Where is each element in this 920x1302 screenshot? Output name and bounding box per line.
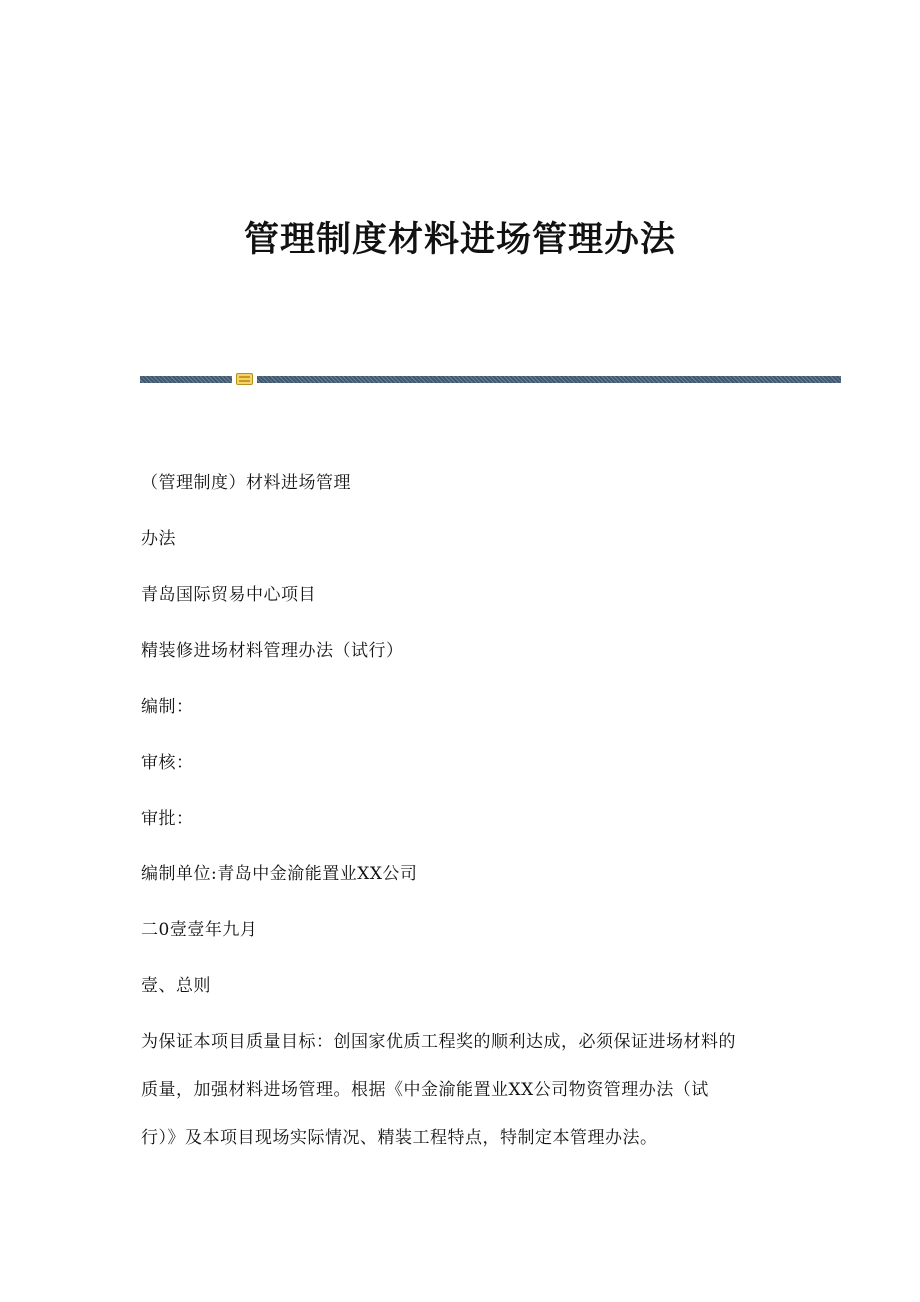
document-title: 管理制度材料进场管理办法: [243, 219, 676, 260]
body-paragraph: 编制单位:青岛中金渝能置业XX公司: [141, 864, 418, 884]
body-paragraph: 办法: [141, 529, 176, 549]
body-paragraph: 行）》及本项目现场实际情况、精装工程特点，特制定本管理办法。: [141, 1128, 658, 1148]
body-paragraph: 审核：: [141, 753, 194, 773]
body-paragraph: 为保证本项目质量目标：创国家优质工程奖的顺利达成，必须保证进场材料的: [141, 1032, 736, 1052]
body-paragraph: 壹、总则: [141, 976, 211, 996]
divider-emblem-icon: [236, 373, 253, 385]
title-divider: [140, 372, 841, 386]
body-paragraph: 精装修进场材料管理办法（试行）: [141, 641, 404, 661]
body-paragraph: 二0壹壹年九月: [141, 920, 258, 940]
body-paragraph: （管理制度）材料进场管理: [141, 473, 351, 493]
divider-bar-left: [140, 376, 232, 383]
body-paragraph: 审批：: [141, 809, 194, 829]
body-paragraph: 编制：: [141, 697, 194, 717]
body-paragraph: 青岛国际贸易中心项目: [141, 585, 316, 605]
body-paragraph: 质量，加强材料进场管理。根据《中金渝能置业XX公司物资管理办法（试: [141, 1080, 709, 1100]
divider-bar-right: [257, 376, 841, 383]
